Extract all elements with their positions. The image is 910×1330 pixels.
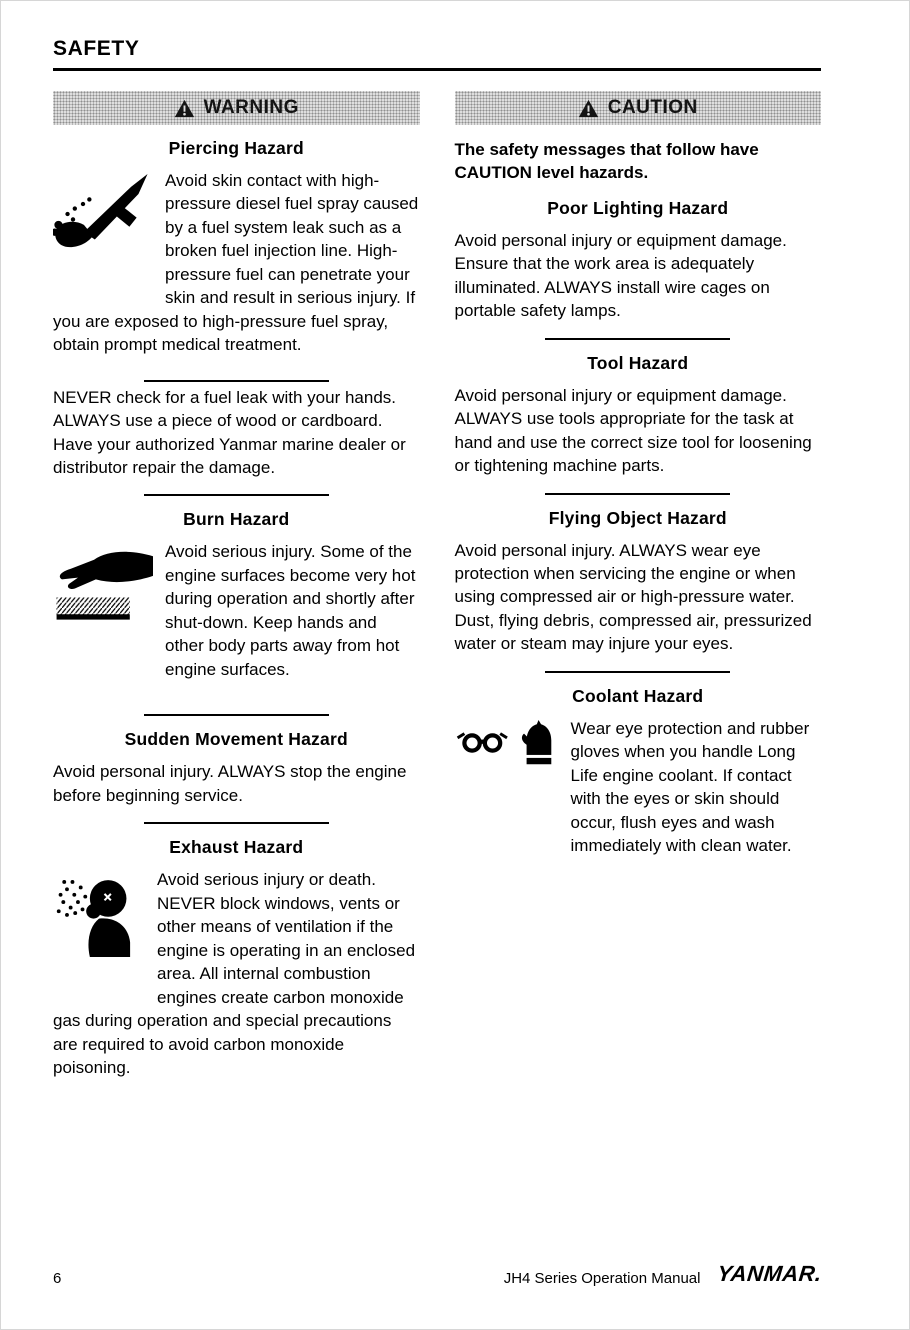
caution-intro-text: The safety messages that follow have CAUTION level hazards. bbox=[454, 140, 759, 183]
piercing-hazard-text: Avoid skin contact with high-pressure diesel fuel spray caused by a fuel system leak such as a broken fuel injection line. High-pressure fuel can penetrate your skin and result in serious injury. If you are exposed to high-pressure fuel spray, obtain prompt medical treatment. bbox=[53, 171, 419, 355]
section-divider bbox=[545, 671, 730, 673]
exhaust-hazard-text: Avoid serious injury or death. NEVER block windows, vents or other means of ventilation if the engine is operating in an enclosed area. All internal combustion engines create carbon monoxide gas during operation and special precautions are required to avoid carbon monoxide poisoning. bbox=[53, 870, 416, 1077]
heading-exhaust-hazard: Exhaust Hazard bbox=[169, 837, 304, 858]
right-column bbox=[455, 91, 822, 1087]
section-divider bbox=[144, 380, 329, 382]
section-divider bbox=[545, 493, 730, 495]
section-divider bbox=[545, 338, 730, 340]
yanmar-logo: YANMAR. bbox=[716, 1261, 824, 1286]
two-column-layout bbox=[53, 91, 821, 1087]
page-title: SAFETY bbox=[53, 37, 821, 71]
heading-flying-object-hazard: Flying Object Hazard bbox=[548, 507, 727, 528]
heading-sudden-movement-hazard: Sudden Movement Hazard bbox=[124, 729, 348, 750]
burn-hazard-block bbox=[53, 540, 420, 699]
page-number: 6 bbox=[53, 1270, 62, 1287]
heading-piercing-hazard: Piercing Hazard bbox=[168, 138, 304, 158]
piercing-hazard-block bbox=[53, 169, 420, 365]
exhaust-hazard-block bbox=[53, 868, 420, 1087]
flying-object-hazard-text: Avoid personal injury. ALWAYS wear eye protection when servicing the engine or when using compressed air or high-pressure water. Dust, flying debris, compressed air, pressurized water or steam may injure your eyes. bbox=[454, 540, 812, 654]
section-divider bbox=[144, 714, 329, 716]
footer bbox=[53, 1261, 824, 1287]
tool-hazard-text: Avoid personal injury or equipment damage. ALWAYS use tools appropriate for the task at hand and use the correct size tool for loosening or tightening machine parts. bbox=[454, 385, 812, 476]
heading-coolant-hazard: Coolant Hazard bbox=[572, 685, 704, 706]
section-divider bbox=[144, 494, 329, 496]
page-content bbox=[1, 1, 909, 1087]
warning-banner bbox=[53, 91, 420, 125]
caution-banner bbox=[455, 91, 822, 125]
manual-title: JH4 Series Operation Manual bbox=[503, 1270, 701, 1287]
coolant-goggles-glove-icon bbox=[455, 720, 559, 766]
sudden-movement-hazard-text: Avoid personal injury. ALWAYS stop the engine before beginning service. bbox=[53, 762, 407, 805]
exhaust-hazard-icon bbox=[53, 871, 145, 957]
burn-hazard-icon bbox=[53, 543, 153, 623]
coolant-hazard-text: Wear eye protection and rubber gloves when you handle Long Life engine coolant. If contact with the eyes or skin should occur, flush eyes and wash immediately with clean water. bbox=[570, 718, 810, 856]
left-column bbox=[53, 91, 420, 1087]
heading-burn-hazard: Burn Hazard bbox=[183, 509, 290, 530]
warning-banner-label: WARNING bbox=[203, 97, 299, 118]
heading-poor-lighting-hazard: Poor Lighting Hazard bbox=[547, 197, 729, 218]
section-divider bbox=[144, 822, 329, 824]
coolant-hazard-block bbox=[455, 717, 822, 866]
burn-hazard-text: Avoid serious injury. Some of the engine surfaces become very hot during operation and shortly after shut-down. Keep hands and other body parts away from hot engine surfaces. bbox=[165, 542, 416, 679]
warning-triangle-icon bbox=[174, 99, 195, 118]
piercing-hazard-text-2: NEVER check for a fuel leak with your hands. ALWAYS use a piece of wood or cardboard. Have your authorized Yanmar marine dealer or distributor repair the damage. bbox=[53, 387, 406, 477]
caution-banner-label: CAUTION bbox=[607, 97, 698, 118]
caution-triangle-icon bbox=[578, 99, 599, 118]
poor-lighting-hazard-text: Avoid personal injury or equipment damage. Ensure that the work area is adequately illuminated. ALWAYS install wire cages on portable safety lamps. bbox=[454, 230, 787, 321]
heading-tool-hazard: Tool Hazard bbox=[587, 352, 689, 373]
piercing-hazard-icon bbox=[53, 172, 153, 256]
